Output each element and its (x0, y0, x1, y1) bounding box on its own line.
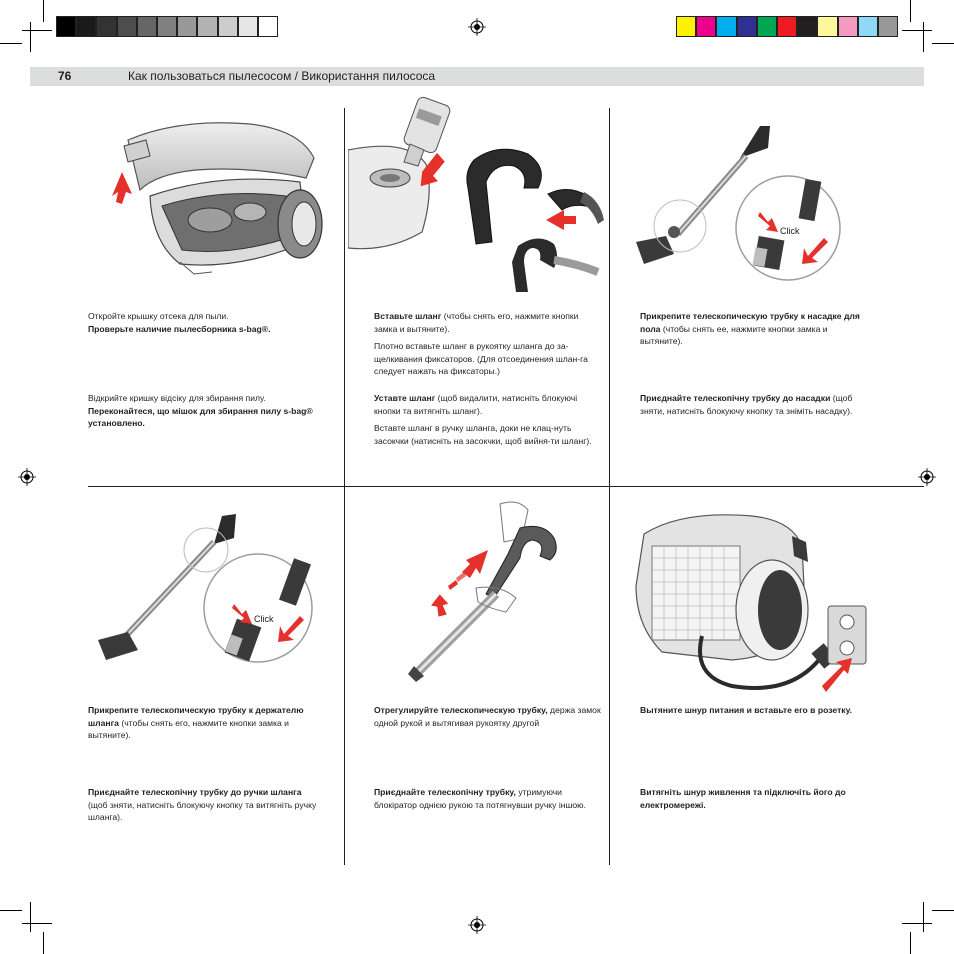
registration-mark-icon (468, 916, 486, 934)
red-arrow-icon (462, 550, 488, 578)
paragraph: Плотно вставьте шланг в рукоятку шланга до за-щелкивания фиксаторов. (Для отсоединения шлан-га следует нажать на фиксаторы.) (374, 341, 588, 377)
step-1-text-ua (88, 392, 318, 435)
color-swatch (797, 16, 817, 37)
paragraph: Відкрийте кришку відсіку для збирання пилу. Переконайтеся, що мішок для збирання пилу s-bag® установлено. (88, 393, 313, 429)
color-swatch (777, 16, 797, 37)
crop-mark (30, 22, 31, 52)
column-divider (344, 487, 345, 865)
crop-mark (0, 43, 22, 44)
crop-mark (0, 910, 22, 911)
click-label: Click (254, 614, 274, 624)
color-swatch (177, 16, 197, 37)
figure-adjust-tube (404, 498, 574, 682)
crop-mark (43, 0, 44, 22)
paragraph: Витягніть шнур живлення та підключіть його до електромережі. (640, 787, 846, 810)
page-title: Как пользоваться пылесосом / Використання пилососа (128, 69, 436, 83)
color-swatch (258, 16, 278, 37)
color-swatch (76, 16, 96, 37)
figure-tube-to-nozzle (620, 118, 860, 286)
column-divider (609, 487, 610, 865)
crop-mark (902, 30, 932, 31)
crop-mark (30, 902, 31, 932)
column-divider (344, 108, 345, 486)
figure-open-lid (100, 112, 332, 284)
step-4-text-ua (88, 786, 318, 829)
color-swatch (817, 16, 837, 37)
click-label: Click (780, 226, 800, 236)
row-divider (88, 486, 924, 487)
color-swatch (197, 16, 217, 37)
crop-mark (932, 910, 954, 911)
color-swatch (238, 16, 258, 37)
crop-mark (910, 932, 911, 954)
crop-mark (910, 0, 911, 22)
step-3-text-ru (640, 310, 870, 353)
color-swatch (56, 16, 76, 37)
color-swatch (858, 16, 878, 37)
step-4-text-ru (88, 704, 318, 747)
paragraph: Откройте крышку отсека для пыли. Проверьте наличие пылесборника s-bag®. (88, 311, 271, 334)
crop-mark (923, 902, 924, 932)
color-swatch (838, 16, 858, 37)
step-6-text-ua (640, 786, 870, 816)
color-swatch (716, 16, 736, 37)
step-5-text-ua (374, 786, 604, 816)
page-number: 76 (58, 69, 72, 83)
paragraph: Приєднайте телескопічну трубку, утримуючи блокіратор однією рукою та потягнувши ручку іншою. (374, 787, 587, 810)
crop-mark (22, 30, 52, 31)
crop-mark (43, 932, 44, 954)
crop-mark (22, 923, 52, 924)
paragraph: Прикрепите телескопическую трубку к насадке для пола (чтобы снять ее, нажмите кнопки замка и вытяните). (640, 311, 860, 347)
registration-mark-icon (18, 468, 36, 486)
color-swatch (218, 16, 238, 37)
paragraph: Отрегулируйте телескопическую трубку, держа замок одной рукой и вытягивая рукоятку другой (374, 705, 601, 728)
color-swatch (137, 16, 157, 37)
crop-mark (932, 43, 954, 44)
paragraph: Приєднайте телескопічну трубку до ручки шланга (щоб зняти, натисніть блокуючу кнопку та витягніть ручку шланга). (88, 787, 317, 823)
figure-power-cord (622, 506, 872, 702)
color-swatch (157, 16, 177, 37)
registration-mark-icon (468, 18, 486, 36)
red-arrow-icon (112, 172, 132, 204)
color-swatch (878, 16, 898, 37)
paragraph: Вытяните шнур питания и вставьте его в розетку. (640, 705, 852, 715)
step-3-text-ua (640, 392, 870, 422)
color-swatch (676, 16, 696, 37)
paragraph: Вставте шланг в ручку шланга, доки не клац-нуть засокчки (натисніть на засокчки, щоб вийня-ти шланг). (374, 423, 592, 446)
color-swatch (696, 16, 716, 37)
paragraph: Уставте шланг (щоб видалити, натисніть блокуючі кнопки та витягніть шланг). (374, 393, 578, 416)
column-divider (609, 108, 610, 486)
step-1-text-ru (88, 310, 318, 340)
color-swatch (96, 16, 116, 37)
figure-tube-to-handle (90, 510, 330, 680)
color-swatch (737, 16, 757, 37)
red-arrow-icon (428, 593, 454, 619)
paragraph: Вставьте шланг (чтобы снять его, нажмите кнопки замка и вытяните). (374, 311, 579, 334)
step-5-text-ru (374, 704, 604, 734)
step-2-text-ru (374, 310, 604, 383)
step-6-text-ru (640, 704, 870, 722)
crop-mark (902, 923, 932, 924)
color-swatch (117, 16, 137, 37)
registration-mark-icon (918, 468, 936, 486)
red-arrow-icon (546, 210, 576, 230)
step-2-text-ua (374, 392, 604, 452)
crop-mark (923, 22, 924, 52)
paragraph: Прикрепите телескопическую трубку к держателю шланга (чтобы снять его, нажмите кнопки замка и вытяните). (88, 705, 304, 741)
color-swatch (757, 16, 777, 37)
figure-insert-hose (348, 92, 606, 292)
paragraph: Приєднайте телескопічну трубку до насадки (щоб зняти, натисніть блокуючу кнопку та зніміть насадку). (640, 393, 853, 416)
